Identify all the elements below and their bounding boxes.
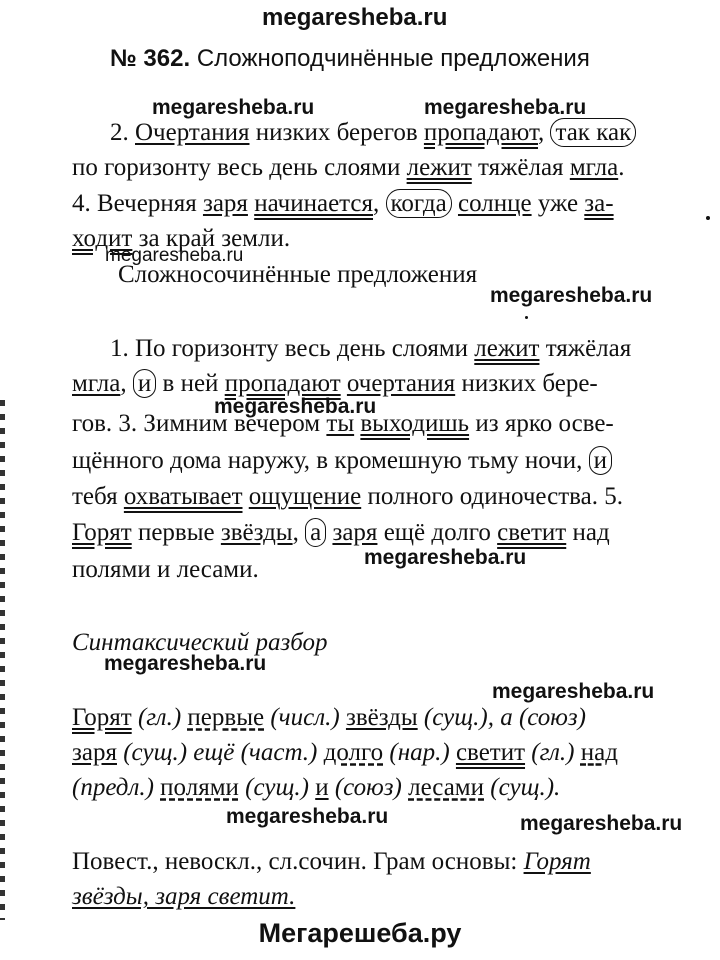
subject: звёзды: [220, 519, 293, 546]
text-line: [110, 118, 636, 148]
summary-line: [72, 882, 295, 912]
subject: звёзды: [345, 704, 418, 731]
text-line: [72, 446, 612, 476]
part-of-speech: (предл.): [72, 774, 161, 801]
watermark: megaresheba.ru: [105, 245, 244, 266]
text-line: [72, 518, 610, 548]
text: тяжёлая: [539, 335, 632, 362]
text: из ярко осве-: [469, 410, 614, 437]
subject: заря: [332, 519, 378, 546]
subject: очертания: [346, 370, 456, 397]
conjunction-circled: и: [589, 446, 612, 475]
part-of-speech: (сущ.), а (союз): [417, 704, 586, 731]
watermark: megaresheba.ru: [152, 96, 315, 119]
text: уже: [531, 190, 585, 217]
watermark: megaresheba.ru: [424, 96, 587, 119]
text: ,: [537, 119, 551, 146]
text-line: [72, 153, 624, 183]
text: тебя: [72, 483, 124, 510]
text: по горизонту весь день слоями: [72, 154, 407, 181]
text-line: [72, 189, 614, 219]
predicate: лежит: [406, 154, 472, 181]
exercise-heading: Сложноподчинённые предложения: [196, 45, 590, 72]
text: ,: [120, 370, 133, 397]
predicate: за-: [584, 190, 614, 217]
text: Повест., невоскл., сл.сочин. Грам основы:: [72, 848, 524, 875]
text: .: [618, 154, 625, 181]
conjunction-circled: так как: [550, 118, 636, 147]
speck: [706, 216, 710, 220]
text: ,: [292, 519, 306, 546]
text: низких берегов: [249, 119, 424, 146]
text: тяжёлая: [471, 154, 570, 181]
part-of-speech: (сущ.).: [484, 774, 561, 801]
summary-line: [72, 847, 591, 877]
predicate: охватывает: [123, 483, 243, 510]
text: за край земли.: [132, 225, 291, 252]
part-of-speech: (гл.): [525, 739, 581, 766]
section-heading-italic: Синтаксический разбор: [72, 629, 328, 656]
predicate: лежит: [474, 335, 540, 362]
parse-line: [72, 738, 618, 768]
predicate: Горят: [72, 704, 132, 731]
watermark: megaresheba.ru: [490, 284, 653, 307]
text: гов. 3. Зимним вечером: [72, 410, 327, 437]
subject: солнце: [457, 190, 532, 217]
adverbial: над: [580, 739, 618, 766]
subject: ты: [326, 410, 355, 437]
part-of-speech: (числ.): [264, 704, 346, 731]
exercise-title: [110, 45, 590, 73]
adverbial: лесами: [408, 774, 485, 801]
text: щённого дома наружу, в кромешную тьму ночи,: [72, 447, 589, 474]
subject: Очертания: [135, 119, 250, 146]
grammar-basis: звёзды, заря светит.: [72, 883, 296, 910]
text-line: полями и лесами.: [72, 556, 259, 583]
subject: заря: [202, 190, 248, 217]
header-site: megaresheba.ru: [262, 4, 448, 31]
predicate: Горят: [72, 519, 132, 546]
section-heading: Сложносочинённые предложения: [118, 261, 478, 288]
footer-site: Мегарешеба.ру: [258, 918, 462, 948]
text-line: [72, 482, 623, 512]
parse-line: [72, 703, 586, 733]
text: 1. По горизонту весь день слоями: [110, 335, 475, 362]
part-of-speech: (сущ.): [238, 774, 316, 801]
watermark: megaresheba.ru: [492, 680, 655, 703]
modifier: первые: [187, 704, 265, 731]
predicate: пропадают: [423, 119, 538, 146]
text: 4. Вечерняя: [72, 190, 203, 217]
text: первые: [131, 519, 221, 546]
predicate: начинается: [254, 190, 374, 217]
parse-line: [72, 773, 560, 803]
text: полного одиночества. 5.: [361, 483, 623, 510]
adverbial: полями: [160, 774, 239, 801]
watermark: megaresheba.ru: [364, 546, 527, 569]
conjunction-circled: а: [305, 518, 326, 547]
text: в ней: [156, 370, 225, 397]
text-line: [72, 409, 614, 439]
predicate: выходишь: [360, 410, 470, 437]
page-edge-shadow: [0, 400, 5, 920]
predicate: пропадают: [224, 370, 341, 397]
predicate: ходит: [72, 225, 133, 252]
text: ,: [373, 190, 386, 217]
predicate: светит: [497, 519, 567, 546]
text: ещё долго: [377, 519, 498, 546]
subject: мгла: [72, 370, 121, 397]
grammar-basis: Горят: [523, 848, 591, 875]
adverbial: долго: [323, 739, 384, 766]
predicate: светит: [455, 739, 526, 766]
part-of-speech: (нар.): [383, 739, 456, 766]
subject: мгла: [569, 154, 619, 181]
watermark: megaresheba.ru: [104, 652, 267, 675]
speck: [525, 316, 528, 319]
conjunction: и: [315, 774, 329, 801]
text: над: [566, 519, 610, 546]
part-of-speech: (сущ.) ещё (част.): [116, 739, 324, 766]
part-of-speech: (союз): [328, 774, 409, 801]
exercise-number: № 362.: [110, 45, 191, 72]
text: 2.: [110, 119, 135, 146]
part-of-speech: (гл.): [131, 704, 188, 731]
conjunction-circled: и: [133, 369, 156, 398]
watermark: megaresheba.ru: [226, 805, 389, 828]
conjunction-circled: когда: [386, 189, 452, 218]
text-line: [110, 334, 631, 364]
watermark: megaresheba.ru: [520, 812, 683, 835]
subject: заря: [72, 739, 117, 766]
subject: ощущение: [248, 483, 362, 510]
watermark: megaresheba.ru: [214, 395, 377, 418]
text: низких бере-: [455, 370, 598, 397]
